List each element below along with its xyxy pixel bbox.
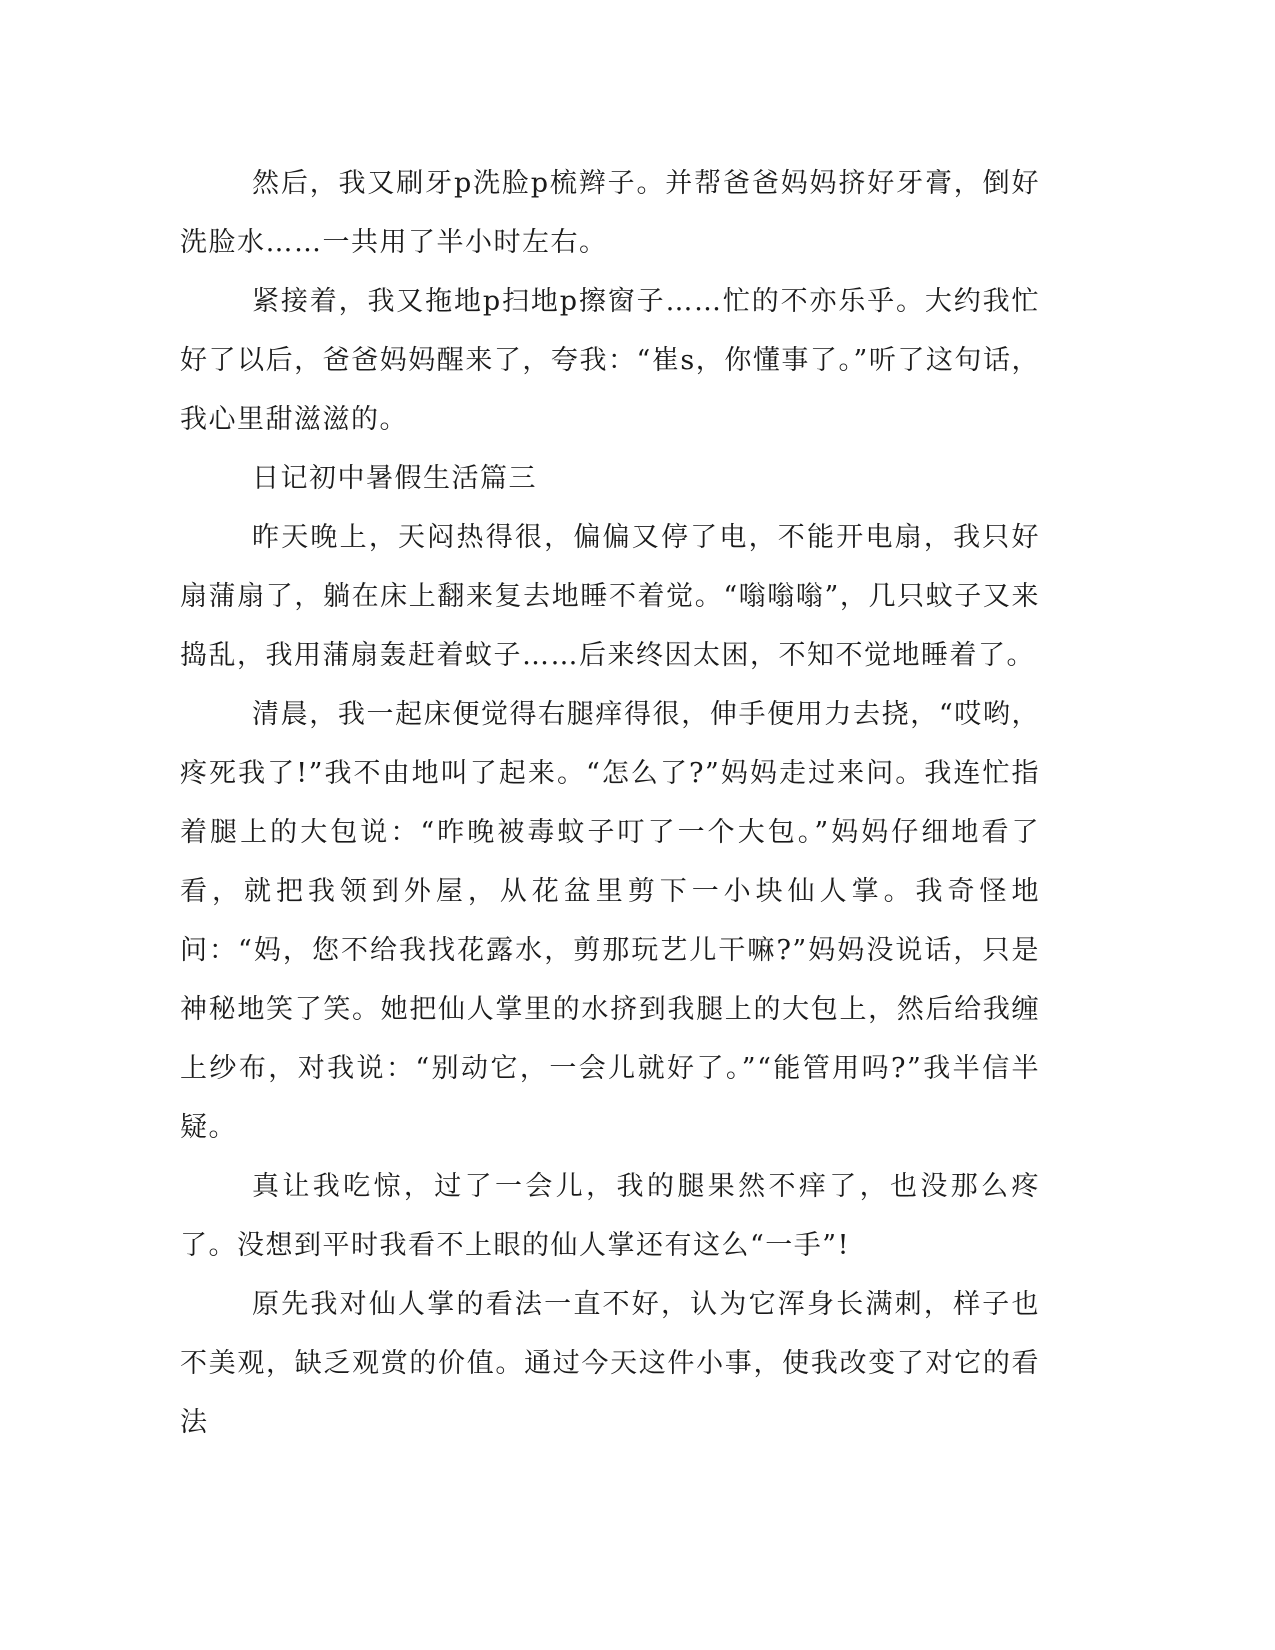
section-heading: 日记初中暑假生活篇三	[252, 463, 537, 494]
paragraph-mosquito-bite: 清晨，我一起床便觉得右腿痒得很，伸手便用力去挠，“哎哟，疼死我了!”我不由地叫了起来。“怎么了?”妈妈走过来问。我连忙指着腿上的大包说：“昨晚被毒蚊子叮了一个大包。”妈妈仔细地看了看，就把我领到外屋，从花盆里剪下一小块仙人掌。我奇怪地问：“妈，您不给我找花露水，剪那玩艺儿干嘛?”妈妈没说话，只是神秘地笑了笑。她把仙人掌里的水挤到我腿上的大包上，然后给我缠上纱布，对我说：“别动它，一会儿就好了。”“能管用吗?”我半信半疑。	[180, 699, 1040, 1143]
paragraph-housework: 紧接着，我又拖地p扫地p擦窗子……忙的不亦乐乎。大约我忙好了以后，爸爸妈妈醒来了，夸我：“崔s，你懂事了。”听了这句话，我心里甜滋滋的。	[180, 286, 1040, 435]
paragraph-surprise: 真让我吃惊，过了一会儿，我的腿果然不痒了，也没那么疼了。没想到平时我看不上眼的仙人掌还有这么“一手”!	[180, 1171, 1040, 1261]
paragraph-hot-night: 昨天晚上，天闷热得很，偏偏又停了电，不能开电扇，我只好扇蒲扇了，躺在床上翻来复去地睡不着觉。“嗡嗡嗡”，几只蚊子又来捣乱，我用蒲扇轰赶着蚊子……后来终因太困，不知不觉地睡着了。	[180, 522, 1040, 671]
document-body	[180, 154, 1040, 1452]
paragraph-morning-chores: 然后，我又刷牙p洗脸p梳辫子。并帮爸爸妈妈挤好牙膏，倒好洗脸水……一共用了半小时左右。	[180, 168, 1040, 258]
paragraph-changed-view: 原先我对仙人掌的看法一直不好，认为它浑身长满刺，样子也不美观，缺乏观赏的价值。通过今天这件小事，使我改变了对它的看法	[180, 1289, 1040, 1438]
